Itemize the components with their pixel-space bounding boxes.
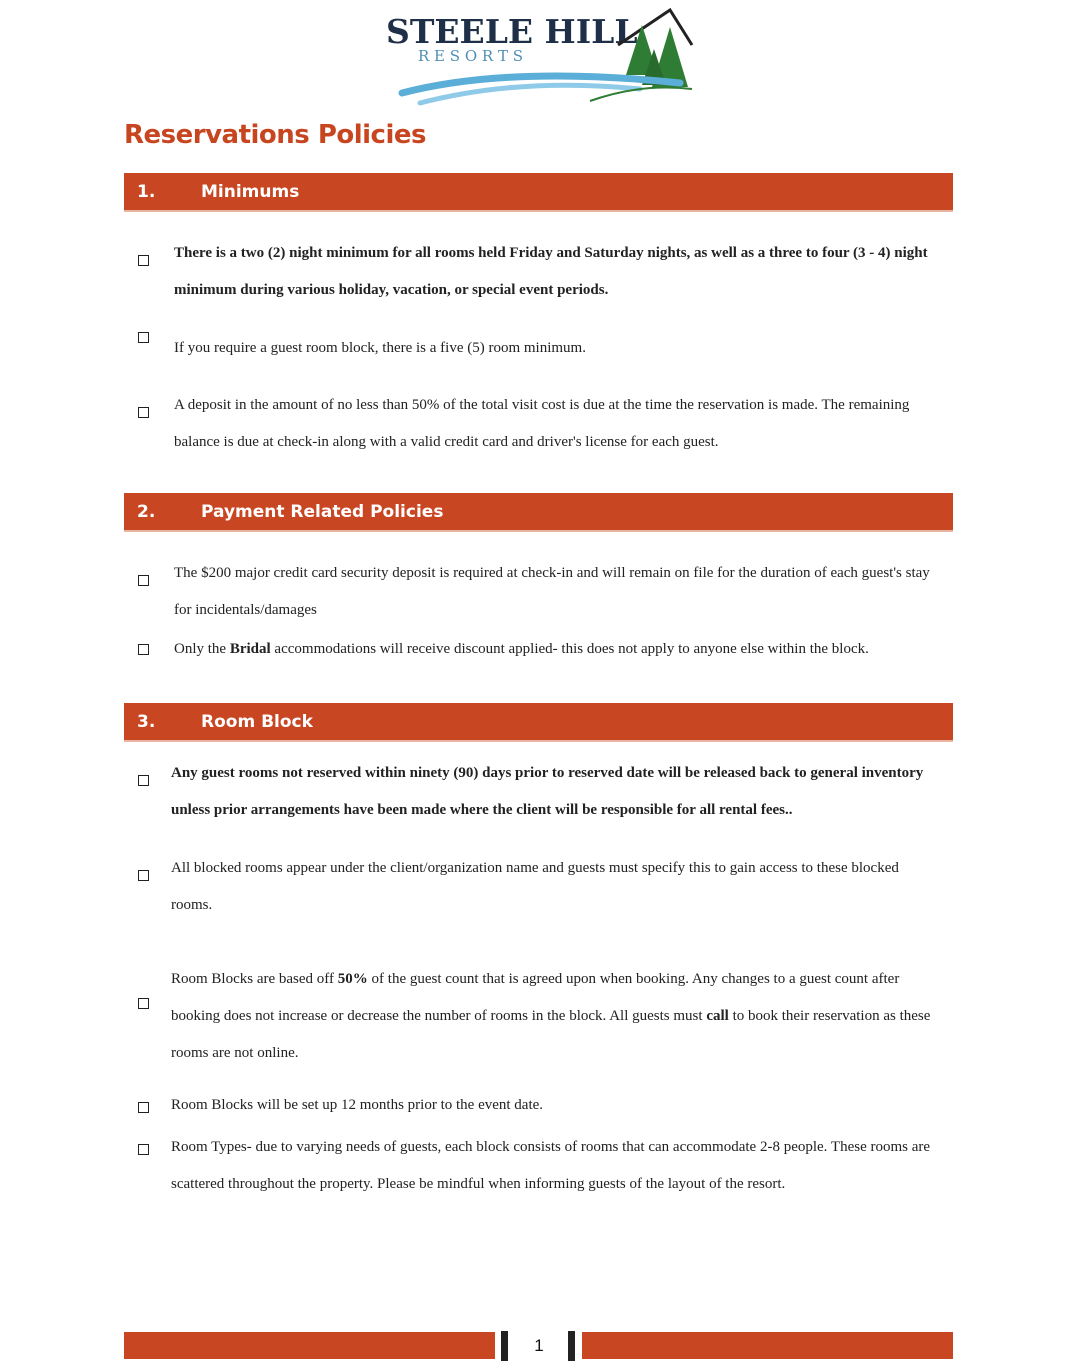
policy-text: Room Blocks are based off 50% of the guest count that is agreed upon when booking. Any changes to a guest count after booking does not increase or decrease the number of rooms in the block. All guests must call to book their reservation as these rooms are not online. — [171, 971, 931, 1061]
checkbox[interactable] — [138, 1144, 149, 1155]
checkbox[interactable] — [138, 332, 149, 343]
section-number: 2. — [137, 502, 156, 522]
section-number: 1. — [137, 182, 156, 202]
policy-text: Room Blocks will be set up 12 months prior to the event date. — [171, 1097, 544, 1113]
policy-text: Only the Bridal accommodations will receive discount applied- this does not apply to anyone else within the block. — [174, 641, 869, 657]
checkbox[interactable] — [138, 998, 149, 1009]
logo-subtitle: R E S O R T S — [418, 47, 523, 65]
steele-hill-resorts-logo — [380, 5, 700, 110]
footer-divider — [568, 1331, 575, 1361]
policy-text: Room Types- due to varying needs of guests, each block consists of rooms that can accommodate 2-8 people. These rooms are scattered throughout the property. Please be mindful when informing guests of the layout of the resort. — [171, 1139, 931, 1192]
section-header-minimums — [124, 173, 953, 210]
hill-line-icon — [590, 88, 692, 102]
checkbox[interactable] — [138, 870, 149, 881]
section-title: Payment Related Policies — [201, 502, 444, 522]
section-header-room-block — [124, 703, 953, 740]
policy-text: There is a two (2) night minimum for all rooms held Friday and Saturday nights, as well as a three to four (3 - 4) night minimum during various holiday, vacation, or special event periods. — [174, 245, 928, 298]
policy-text: A deposit in the amount of no less than 50% of the total visit cost is due at the time the reservation is made. The remaining balance is due at check-in along with a valid credit card and driver's license for each guest. — [174, 397, 910, 450]
section-number: 3. — [137, 712, 156, 732]
footer-bar-right — [582, 1332, 953, 1359]
section-title: Room Block — [201, 712, 313, 732]
logo-wordmark: STEELE HILL — [386, 12, 638, 51]
policy-text: All blocked rooms appear under the client/organization name and guests must specify this to gain access to these blocked rooms. — [171, 860, 899, 913]
footer-bar-left — [124, 1332, 495, 1359]
checkbox[interactable] — [138, 775, 149, 786]
checkbox[interactable] — [138, 407, 149, 418]
page-number: 1 — [534, 1336, 544, 1355]
checkbox[interactable] — [138, 255, 149, 266]
water-swoosh-icon — [420, 85, 640, 103]
section-header-payment-related-policies — [124, 493, 953, 530]
checkbox[interactable] — [138, 575, 149, 586]
policy-text: If you require a guest room block, there is a five (5) room minimum. — [174, 340, 586, 356]
policy-text: The $200 major credit card security deposit is required at check-in and will remain on file for the duration of each guest's stay for incidentals/damages — [174, 565, 930, 618]
section-title: Minimums — [201, 182, 300, 202]
policy-text: Any guest rooms not reserved within ninety (90) days prior to reserved date will be released back to general inventory unless prior arrangements have been made where the client will be responsible for all rental fees.. — [171, 765, 924, 818]
checkbox[interactable] — [138, 1102, 149, 1113]
footer-divider — [501, 1331, 508, 1361]
checkbox[interactable] — [138, 644, 149, 655]
page-title: Reservations Policies — [124, 120, 426, 150]
